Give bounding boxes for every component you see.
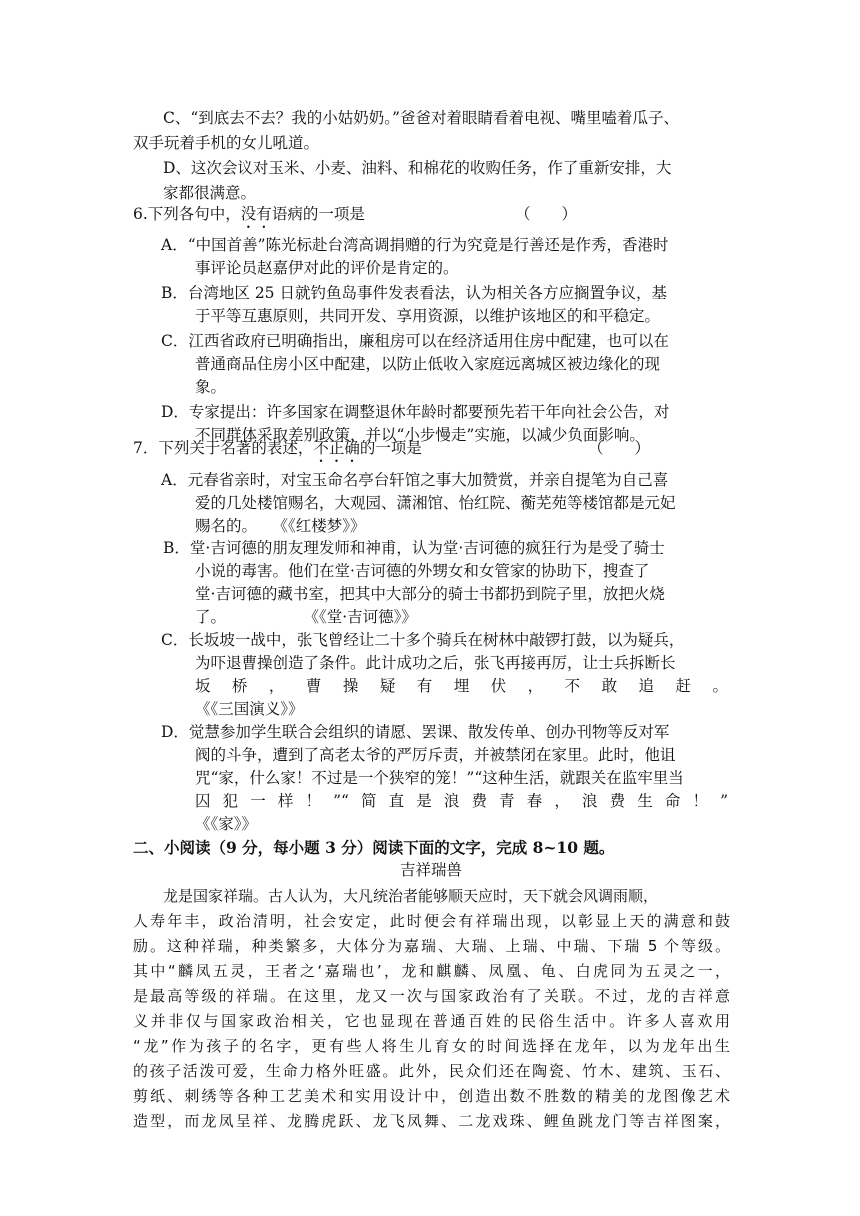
q6-option-c-line2: 普通商品住房小区中配建，以防止低收入家庭远离城区被边缘化的现 — [195, 355, 661, 373]
passage-line-3: 励。这种祥瑞，种类繁多，大体分为嘉瑞、大瑞、上瑞、中瑞、下瑞 5 个等级。 — [133, 937, 730, 955]
q6-stem — [133, 202, 365, 232]
passage-line-9: 剪纸、刺绣等各种工艺美术和实用设计中，创造出数不胜数的精美的龙图像艺术 — [133, 1087, 730, 1105]
q5-option-c-line2: 双手玩着手机的女儿吼道。 — [133, 134, 320, 152]
q7-option-b-line2: 小说的毒害。他们在堂·吉诃德的外甥女和女管家的协助下，搜查了 — [195, 562, 650, 580]
q7-option-a-line3: 赐名的。 《《红楼梦》》 — [195, 517, 366, 535]
q7-option-c-line2: 为吓退曹操创造了条件。此计成功之后，张飞再接再厉，让士兵拆断长 — [195, 654, 676, 672]
q7-answer-paren: （ ） — [588, 439, 651, 457]
q6-option-c-line3: 象。 — [195, 378, 227, 396]
q7-option-b-line4: 了。 《《堂·吉诃德》》 — [195, 608, 417, 626]
q7-stem — [133, 436, 422, 466]
passage-line-7: “龙”作为孩子的名字，更有些人将生儿育女的时间选择在龙年，以为龙年出生 — [133, 1037, 730, 1055]
passage-line-1: 龙是国家祥瑞。古人认为，大凡统治者能够顺天应时，天下就会风调雨顺， — [163, 887, 659, 905]
q7-option-d-line1: D．觉慧参加学生联合会组织的请愿、罢课、散发传单、创办刊物等反对军 — [161, 723, 670, 741]
q6-option-d-line1: D．专家提出：许多国家在调整退休年龄时都要预先若干年向社会公告，对 — [161, 403, 670, 421]
q5-option-d-line1: D、这次会议对玉米、小麦、油料、和棉花的收购任务，作了重新安排，大 — [163, 159, 672, 177]
section2-heading: 二、小阅读（9 分，每小题 3 分）阅读下面的文字，完成 8~10 题。 — [133, 838, 615, 857]
passage-line-5: 是最高等级的祥瑞。在这里，龙又一次与国家政治有了关联。不过，龙的吉祥意 — [133, 987, 730, 1005]
q6-option-b-line1: B．台湾地区 25 日就钓鱼岛事件发表看法，认为相关各方应搁置争议，基 — [161, 284, 667, 302]
q7-option-c-line1: C．长坂坡一战中，张飞曾经让二十多个骑兵在树林中敲锣打鼓，以为疑兵， — [161, 631, 685, 649]
q7-option-b-line3: 堂·吉诃德的藏书室，把其中大部分的骑士书都扔到院子里，放把火烧 — [195, 585, 665, 603]
passage-line-10: 造型，而龙凤呈祥、龙腾虎跃、龙飞凤舞、二龙戏珠、鲤鱼跳龙门等吉祥图案， — [133, 1112, 730, 1130]
q7-option-d-line3: 咒“家，什么家！不过是一个狭窄的笼！”“这种生活，就跟关在监牢里当 — [195, 769, 684, 787]
q7-option-c-line3: 坂桥，曹操疑有埋伏，不敢追赶。 — [195, 677, 728, 695]
passage-line-2: 人寿年丰，政治清明，社会安定，此时便会有祥瑞出现，以彰显上天的满意和鼓 — [133, 912, 730, 930]
q7-option-d-source: 《《家》》 — [195, 815, 258, 833]
q5-option-d-line2: 家都很满意。 — [163, 184, 257, 202]
q6-option-d-line2: 不同群体采取差别政策，并以“小步慢走”实施，以减少负面影响。 — [195, 426, 645, 444]
q7-stem-prefix: 7．下列关于名著的表述， — [133, 439, 314, 457]
q5-option-c-line1: C、“到底去不去？我的小姑奶奶。”爸爸对着眼睛看着电视、嘴里嗑着瓜子、 — [163, 109, 679, 127]
q6-stem-suffix: 语病的一项是 — [271, 205, 365, 223]
q6-option-b-line2: 于平等互惠原则，共同开发、享用资源，以维护该地区的和平稳定。 — [195, 307, 661, 325]
passage-line-4: 其中“麟凤五灵，王者之‘嘉瑞也’，龙和麒麟、凤凰、龟、白虎同为五灵之一， — [133, 962, 730, 980]
passage-line-6: 义并非仅与国家政治相关，它也显现在普通百姓的民俗生活中。许多人喜欢用 — [133, 1012, 730, 1030]
q7-option-c-source: 《《三国演义》》 — [195, 700, 304, 718]
q6-answer-paren: （ ） — [515, 205, 578, 223]
q7-option-d-line4: 囚犯一样！”“简直是浪费青春，浪费生命！” — [195, 792, 728, 810]
passage-line-8: 的孩子活泼可爱，生命力格外旺盛。此外，民众们还在陶瓷、竹木、建筑、玉石、 — [133, 1062, 730, 1080]
q7-option-a-line2: 爱的几处楼馆赐名，大观园、潇湘馆、怡红院、蘅芜苑等楼馆都是元妃 — [195, 494, 676, 512]
q6-option-a-line2: 事评论员赵嘉伊对此的评价是肯定的。 — [195, 259, 459, 277]
q6-stem-prefix: 6.下列各句中， — [133, 205, 241, 223]
q6-option-c-line1: C．江西省政府已明确指出，廉租房可以在经济适用住房中配建，也可以在 — [161, 332, 669, 350]
q7-option-d-line2: 阀的斗争，遭到了高老太爷的严厉斥责，并被禁闭在家里。此时，他诅 — [195, 746, 676, 764]
q7-stem-suffix: 的一项是 — [359, 439, 422, 457]
q6-stem-emphasis: 没有 — [240, 205, 272, 223]
passage-title: 吉祥瑞兽 — [400, 861, 463, 879]
q6-option-a-line1: A．“中国首善”陈光标赴台湾高调捐赠的行为究竟是行善还是作秀，香港时 — [161, 236, 669, 254]
q7-stem-emphasis: 不正确 — [313, 439, 360, 457]
q7-option-b-line1: B．堂·吉诃德的朋友理发师和神甫，认为堂·吉诃德的疯狂行为是受了骑士 — [163, 539, 665, 557]
q7-option-a-line1: A．元春省亲时，对宝玉命名亭台轩馆之事大加赞赏，并亲自提笔为自己喜 — [161, 471, 669, 489]
